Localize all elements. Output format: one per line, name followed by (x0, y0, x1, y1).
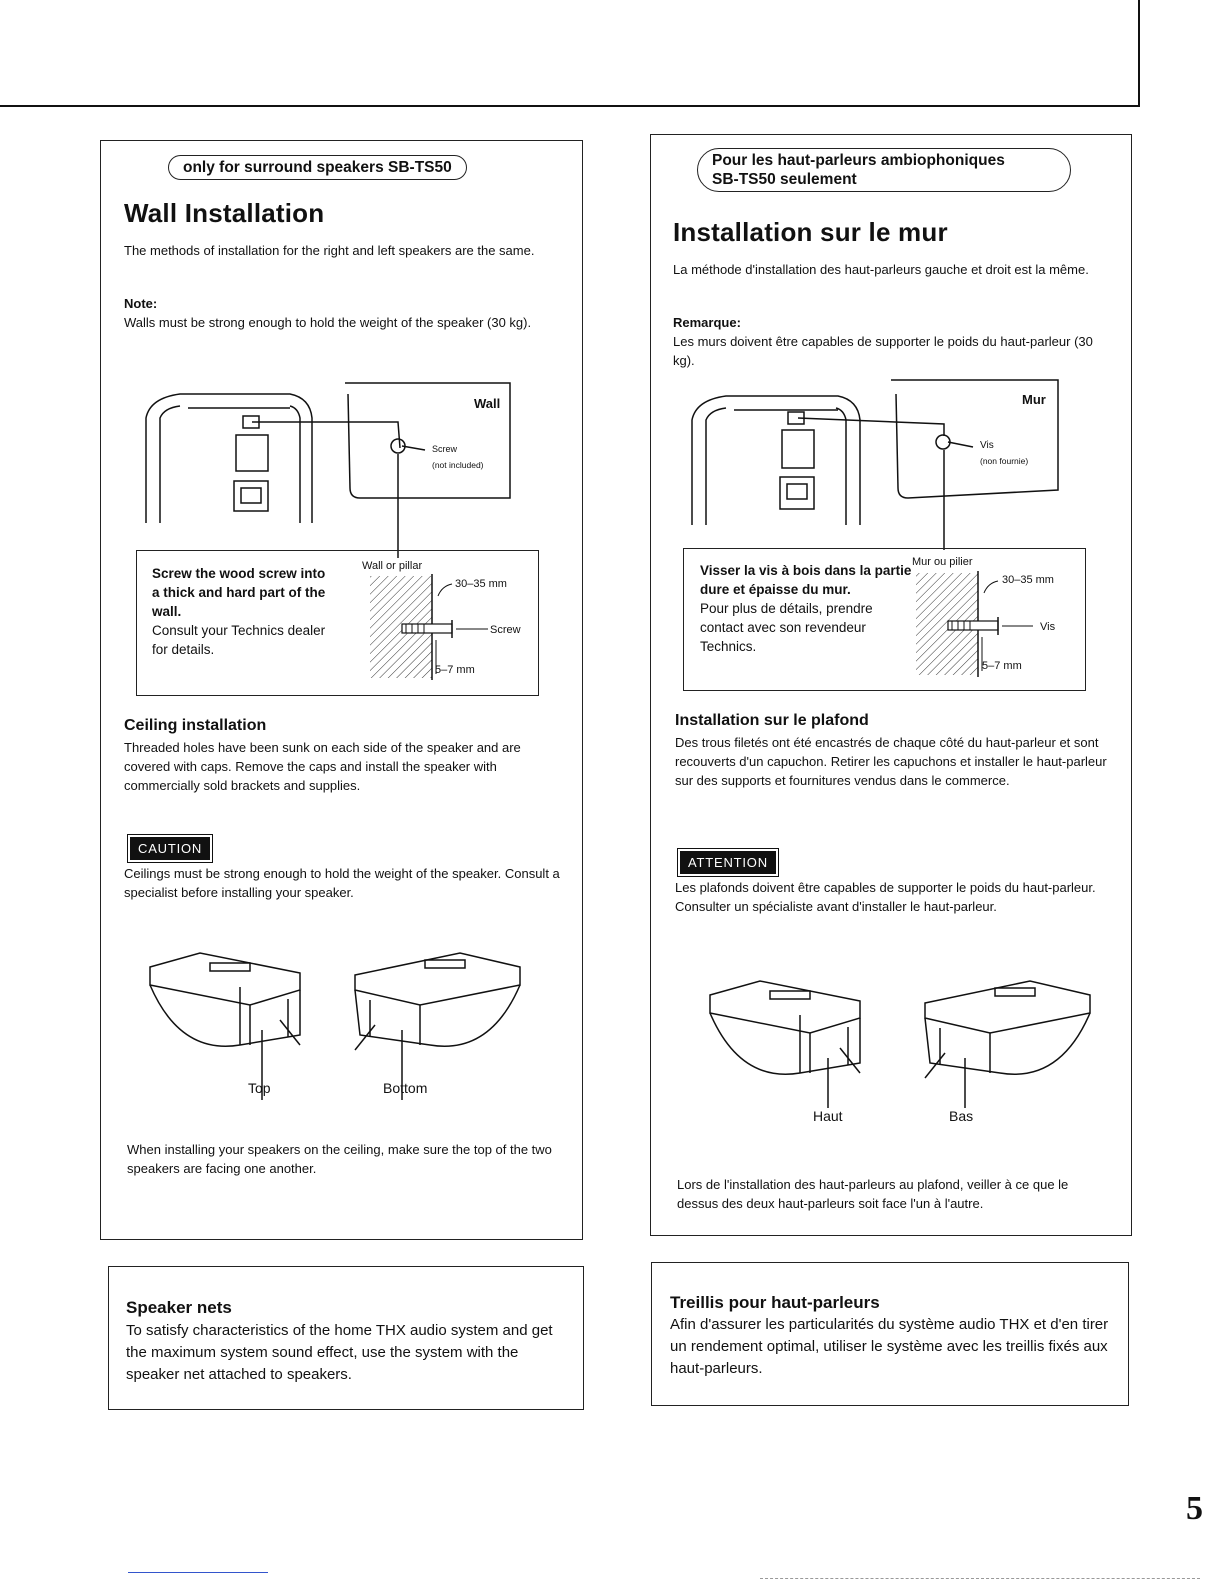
french-badge-line-1: Pour les haut-parleurs ambiophoniques (712, 152, 1005, 169)
french-note (673, 313, 1113, 370)
english-caution-badge: CAUTION (130, 837, 210, 860)
english-detail-bold: Screw the wood screw into a thick and hard part of the wall. (152, 566, 326, 619)
french-screw-note: (non fournie) (980, 456, 1029, 466)
english-intro: The methods of installation for the right and left speakers are the same. (124, 243, 535, 258)
english-wall-label: Wall (474, 396, 501, 411)
french-screw-label: Vis (980, 440, 994, 451)
french-ceiling-text: Des trous filetés ont été encastrés de chaque côté du haut-parleur et sont recouverts d'un capuchon. Retirer les capuchons et installer le haut-parleur sur des supports et fournitures vendus dans le commerce. (675, 735, 1107, 788)
french-nets-text: Afin d'assurer les particularités du système audio THX et d'en tirer un rendement optimal, utiliser le système avec les treillis fixés aux haut-parleurs. (670, 1316, 1109, 1377)
english-depth-label: 30–35 mm (455, 578, 507, 590)
french-ceiling-heading: Installation sur le plafond (675, 712, 869, 729)
english-ceiling-speakers-illustration (140, 945, 540, 1085)
french-nets-heading: Treillis pour haut-parleurs (670, 1293, 880, 1312)
french-head-label: 5–7 mm (982, 660, 1022, 672)
english-page-title: Wall Installation (124, 198, 325, 228)
french-intro: La méthode d'installation des haut-parleurs gauche et droit est la même. (673, 262, 1089, 277)
english-nets-heading: Speaker nets (126, 1298, 232, 1317)
french-depth-label: 30–35 mm (1002, 574, 1054, 586)
page-number: 5 (1186, 1490, 1203, 1527)
english-screw-label-2: Screw (490, 624, 521, 636)
french-wall-label: Mur (1022, 392, 1046, 407)
bottom-dashed-rule (760, 1578, 1200, 1580)
french-top-label: Haut (813, 1108, 843, 1124)
french-wall-or-pillar: Mur ou pilier (912, 556, 973, 568)
english-note-label: Note: (124, 296, 158, 311)
french-screw-label-2: Vis (1040, 621, 1056, 633)
english-ceiling-text: Threaded holes have been sunk on each side of the speaker and are covered with caps. Remove the caps and install the speaker with commercially sold brackets and supplies. (124, 740, 521, 793)
english-bottom-label: Bottom (383, 1080, 428, 1096)
bottom-link-rule (128, 1572, 268, 1573)
french-detail-normal: Pour plus de détails, prendre contact avec son revendeur Technics. (700, 601, 873, 654)
french-page-title: Installation sur le mur (673, 217, 948, 247)
english-screw-note: (not included) (432, 460, 484, 470)
french-detail-text (700, 561, 915, 656)
english-detail-text (152, 564, 332, 659)
english-ceiling-heading: Ceiling installation (124, 717, 267, 734)
french-ceiling-speakers-illustration (700, 973, 1100, 1113)
english-note (124, 294, 564, 332)
top-right-rule (1138, 0, 1140, 107)
english-ceiling-note: When installing your speakers on the ceiling, make sure the top of the two speakers are facing one another. (127, 1142, 552, 1176)
french-badge-line-2: SB-TS50 seulement (712, 171, 857, 188)
french-bottom-label: Bas (949, 1108, 974, 1124)
french-model-badge (697, 148, 1071, 192)
english-nets-text: To satisfy characteristics of the home THX audio system and get the maximum system sound effect, use the system with the speaker net attached to speakers. (126, 1322, 553, 1383)
english-head-label: 5–7 mm (435, 664, 475, 676)
english-wall-or-pillar: Wall or pillar (362, 560, 423, 572)
english-screw-label: Screw (432, 444, 458, 454)
english-caution-text: Ceilings must be strong enough to hold the weight of the speaker. Consult a specialist before installing your speaker. (124, 866, 560, 900)
french-note-text: Les murs doivent être capables de supporter le poids du haut-parleur (30 kg). (673, 334, 1093, 368)
french-caution-badge: ATTENTION (680, 851, 776, 874)
french-detail-bold: Visser la vis à bois dans la partie dure et épaisse du mur. (700, 563, 912, 597)
top-rule (0, 105, 1140, 107)
english-model-badge: only for surround speakers SB-TS50 (168, 155, 467, 180)
english-top-label: Top (248, 1080, 271, 1096)
english-detail-normal: Consult your Technics dealer for details. (152, 623, 326, 657)
french-ceiling-note: Lors de l'installation des haut-parleurs au plafond, veiller à ce que le dessus des deux haut-parleurs soit face l'un à l'autre. (677, 1177, 1069, 1211)
french-caution-text: Les plafonds doivent être capables de supporter le poids du haut-parleur. Consulter un spécialiste avant d'installer le haut-parleur. (675, 880, 1096, 914)
english-note-text: Walls must be strong enough to hold the weight of the speaker (30 kg). (124, 315, 532, 330)
french-note-label: Remarque: (673, 315, 741, 330)
english-wall-diagram (140, 378, 520, 538)
